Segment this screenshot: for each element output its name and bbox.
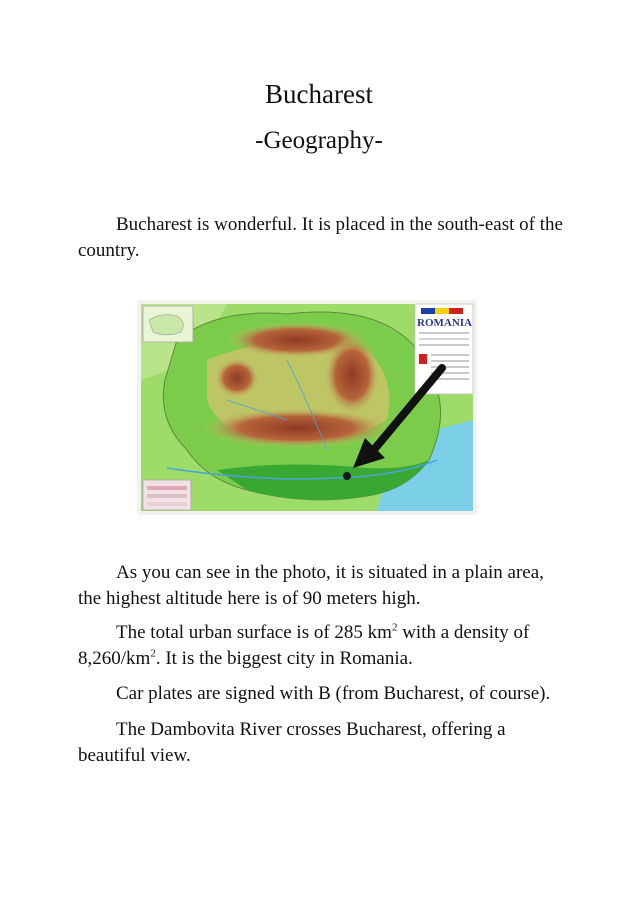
paragraph-surface xyxy=(78,620,568,672)
paragraph-plates: Car plates are signed with B (from Bucharest, of course). xyxy=(116,683,551,704)
bucharest-marker xyxy=(343,472,351,480)
map-legend-title: ROMANIA xyxy=(417,317,472,329)
page-subtitle: -Geography- xyxy=(255,127,383,154)
paragraph-river: The Dambovita River crosses Bucharest, offering a beautiful view. xyxy=(78,719,506,766)
map-illustration xyxy=(137,300,477,515)
surface-superscript-1: 2 xyxy=(391,621,398,634)
surface-text-3: . It is the biggest city in Romania. xyxy=(155,648,413,669)
surface-text-2: with a density of 8,260/km xyxy=(78,622,530,669)
paragraph-plain: As you can see in the photo, it is situated in a plain area, the highest altitude here is of 90 meters high. xyxy=(78,562,544,609)
page-title: Bucharest xyxy=(265,79,373,109)
surface-superscript-2: 2 xyxy=(150,647,156,660)
paragraph-intro: Bucharest is wonderful. It is placed in the south-east of the country. xyxy=(78,214,563,261)
apuseni-mountains xyxy=(215,358,259,398)
carpathians-east xyxy=(324,335,380,415)
map-of-romania xyxy=(137,300,477,515)
surface-text-1: The total urban surface is of 285 km xyxy=(116,622,392,643)
